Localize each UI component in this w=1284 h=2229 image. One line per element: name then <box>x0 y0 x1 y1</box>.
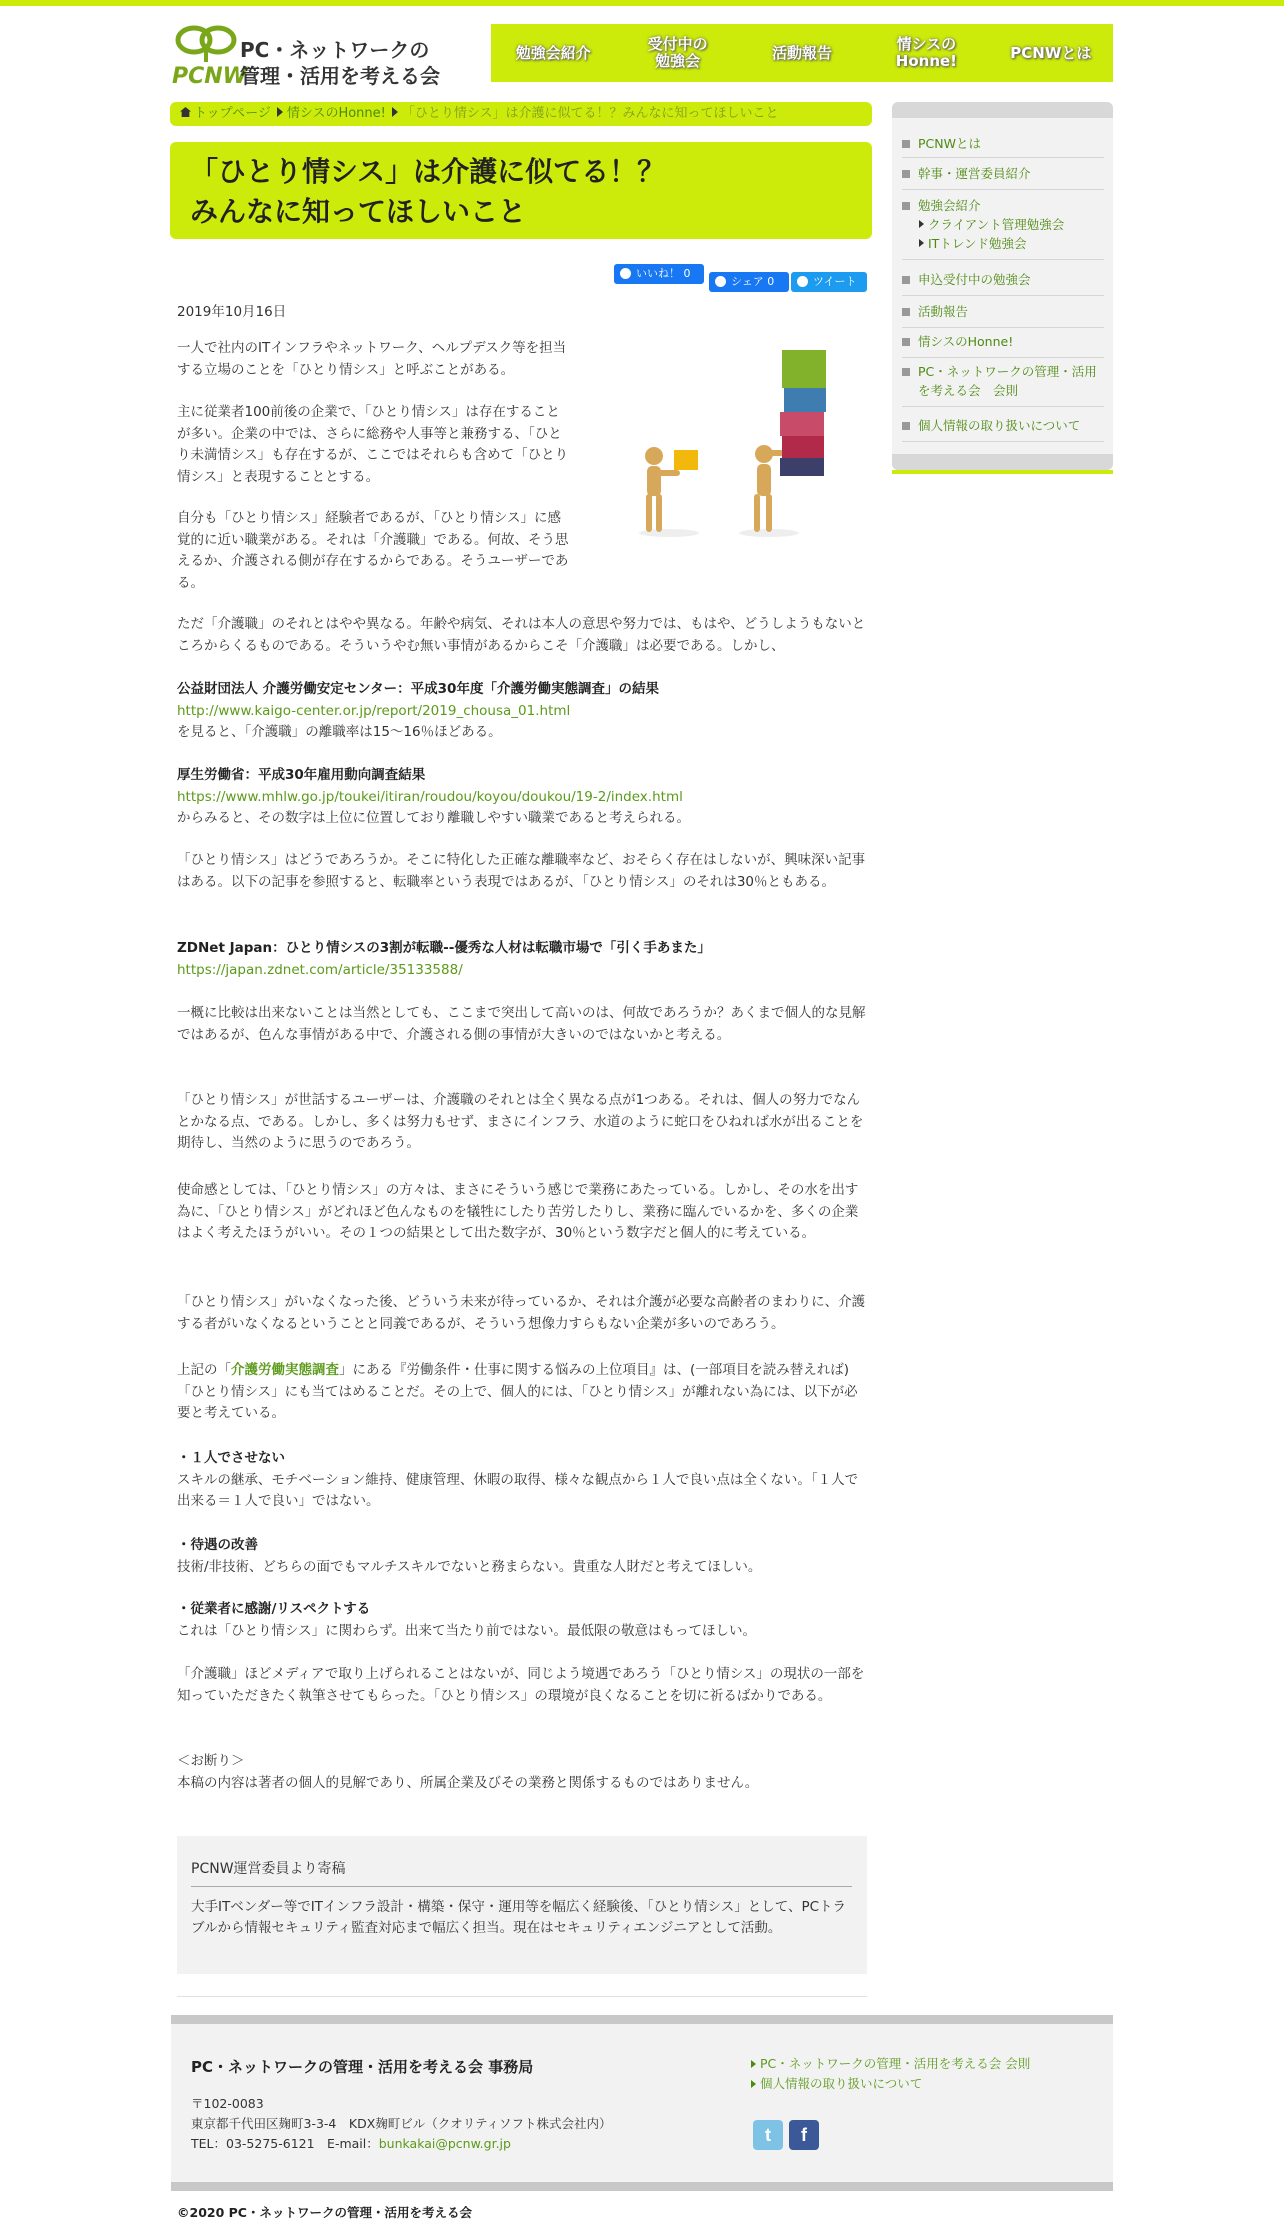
sidebar-item-open-study[interactable]: 申込受付中の勉強会 <box>902 270 1104 296</box>
footer-link-rules[interactable]: PC・ネットワークの管理・活用を考える会 会則 <box>751 2054 1030 2074</box>
home-icon <box>180 107 191 117</box>
nav-open-study[interactable]: 受付中の 勉強会 <box>647 35 708 70</box>
facebook-icon[interactable]: f <box>789 2120 819 2150</box>
like-button[interactable]: いいね！ 0 <box>614 264 704 284</box>
paragraph: 主に従業者100前後の企業で、「ひとり情シス」は存在することが多い。企業の中では、さらに総務や人事等と兼務する、「ひとり未満情シス」も存在するが、ここではそれらも含めて「ひとり情シス」と表現することとする。 <box>177 404 569 485</box>
nav-activity-report[interactable]: 活動報告 <box>772 43 833 62</box>
paragraph: 「ひとり情シス」はどうであろうか。そこに特化した正確な離職率など、おそらく存在はしないが、興味深い記事はある。以下の記事を参照すると、転職率という表現ではあるが、「ひとり情シス」のそれは30％ともある。 <box>177 852 866 890</box>
divider <box>177 1996 867 1997</box>
paragraph: 一人で社内のITインフラやネットワーク、ヘルプデスク等を担当する立場のことを「ひとり情シス」と呼ぶことがある。 <box>177 340 567 378</box>
sidebar-item-activity[interactable]: 活動報告 <box>902 302 1104 328</box>
author-box <box>177 1836 867 1974</box>
footer-org-name: PC・ネットワークの管理・活用を考える会 事務局 <box>191 2058 534 2076</box>
page-title-line-2: みんなに知ってほしいこと <box>190 195 527 228</box>
hero-image-figures-boxes <box>594 338 864 543</box>
sidebar-item-study-intro[interactable]: 勉強会紹介 クライアント管理勉強会 ITトレンド勉強会 <box>902 196 1104 260</box>
paragraph: 「ひとり情シス」がいなくなった後、どういう未来が待っているか、それは介護が必要な高齢者のまわりに、介護する者がいなくなるということと同義であるが、そういう想像力すらもない企業が多いのであろう。 <box>177 1294 866 1332</box>
bullet-icon <box>902 338 910 346</box>
nav-honne[interactable]: 情シスの Honne! <box>895 35 958 70</box>
logo-line-1: PC・ネットワークの <box>240 38 430 62</box>
nav-about[interactable]: PCNWとは <box>1010 43 1092 62</box>
reference-link[interactable]: https://www.mhlw.go.jp/toukei/itiran/roudou/koyou/doukou/19-2/index.html <box>177 788 683 805</box>
bullet-icon <box>902 170 910 178</box>
point-heading: ・待遇の改善 <box>177 1537 258 1553</box>
paragraph: ただ「介護職」のそれとはやや異なる。年齢や病気、それは本人の意思や努力では、もはや、どうしようもないところからくるものである。そういうやむ無い事情があるからこそ「介護職」は必要である。しかし、 <box>177 616 866 654</box>
sidebar-nav <box>892 102 1113 470</box>
sidebar-subitem-client[interactable]: クライアント管理勉強会 <box>918 215 1104 234</box>
point-text: 技術/非技術、どちらの面でもマルチスキルでないと務まらない。貴重な人財だと考えてほしい。 <box>177 1558 762 1575</box>
disclaimer-text: 本稿の内容は著者の個人的見解であり、所属企業及びその業務と関係するものではありません。 <box>177 1774 759 1791</box>
global-nav <box>491 24 1113 82</box>
twitter-icon[interactable]: t <box>753 2120 783 2150</box>
twitter-icon <box>797 276 808 287</box>
reference-link[interactable]: https://japan.zdnet.com/article/35133588/ <box>177 961 463 978</box>
author-heading: PCNW運営委員より寄稿 <box>191 1858 852 1887</box>
paragraph: 自分も「ひとり情シス」経験者であるが、「ひとり情シス」に感覚的に近い職業がある。それは「介護職」である。何故、そう思えるか、介護される側が存在するからである。そうユーザーである。 <box>177 510 569 591</box>
point-block <box>177 1448 867 1513</box>
footer-email-link[interactable]: bunkakai@pcnw.gr.jp <box>378 2136 511 2151</box>
bullet-icon <box>902 140 910 148</box>
top-accent-bar <box>0 0 1284 6</box>
breadcrumb-home[interactable]: トップページ <box>194 106 271 121</box>
point-block <box>177 1535 867 1578</box>
nav-study-intro[interactable]: 勉強会紹介 <box>515 43 591 62</box>
sidebar-item-rules[interactable]: PC・ネットワークの管理・活用を考える会 会則 <box>902 362 1104 407</box>
paragraph: 「介護職」ほどメディアで取り上げられることはないが、同じよう境遇であろう「ひとり情シス」の現状の一部を知っていただきたく執筆させてもらった。「ひとり情シス」の環境が良くなることを切に祈るばかりである。 <box>177 1666 865 1704</box>
post-date: 2019年10月16日 <box>177 304 287 320</box>
share-button[interactable]: シェア 0 <box>709 272 789 292</box>
footer <box>171 2015 1113 2191</box>
footer-contact: TEL：03-5275-6121 E-mail：bunkakai@pcnw.gr.jp <box>191 2136 511 2151</box>
author-text: 大手ITベンダー等でITインフラ設計・構築・保守・運用等を幅広く経験後、「ひとり情シス」として、PCトラブルから情報セキュリティ監査対応まで幅広く担当。現在はセキュリティエンジニアとして活動。 <box>191 1899 847 1936</box>
point-heading: ・従業者に感謝/リスペクトする <box>177 1601 371 1617</box>
reference-block <box>177 679 867 744</box>
facebook-icon <box>715 276 726 287</box>
bullet-icon <box>902 368 910 376</box>
breadcrumb-arrow-icon <box>392 107 398 117</box>
bullet-icon <box>902 308 910 316</box>
reference-block <box>177 938 867 981</box>
reference-text: を見ると、「介護職」の離職率は15～16％ほどある。 <box>177 724 502 740</box>
paragraph: 上記の「介護労働実態調査」にある『労働条件・仕事に関する悩みの上位項目』は、(一部項目を読み替えれば)「ひとり情シス」にも当てはめることだ。その上で、個人的には、「ひとり情シス」が離れない為には、以下が必要と考えている。 <box>177 1362 858 1421</box>
survey-link[interactable]: 介護労働実態調査 <box>231 1362 339 1378</box>
bullet-icon <box>902 422 910 430</box>
page-title <box>170 142 872 239</box>
logo-line-2: 管理・活用を考える会 <box>240 64 440 88</box>
reference-title: ZDNet Japan：ひとり情シスの3割が転職--優秀な人材は転職市場で「引く手あまた」 <box>177 940 711 956</box>
reference-text: からみると、その数字は上位に位置しており離職しやすい職業であると考えられる。 <box>177 810 690 826</box>
arrow-icon <box>751 2060 756 2068</box>
sidebar-item-privacy[interactable]: 個人情報の取り扱いについて <box>902 416 1104 442</box>
breadcrumb-arrow-icon <box>277 107 283 117</box>
point-text: スキルの継承、モチベーション維持、健康管理、休暇の取得、様々な観点から１人で良い点は全くない。「１人で出来る＝１人で良い」ではない。 <box>177 1471 859 1509</box>
footer-zip: 〒102-0083 <box>191 2096 264 2111</box>
reference-title: 公益財団法人 介護労働安定センター：平成30年度「介護労働実態調査」の結果 <box>177 681 659 697</box>
sidebar-item-members[interactable]: 幹事・運営委員紹介 <box>902 164 1104 190</box>
paragraph: 使命感としては、「ひとり情シス」の方々は、まさにそういう感じで業務にあたっている。しかし、その水を出す為に、「ひとり情シス」がどれほど色んなものを犠牲にしたり苦労したりし、業務に臨んでいるかを、多くの企業はよく考えたほうがいい。その１つの結果として出た数字が、30％という数字だと個人的に考えている。 <box>177 1182 859 1241</box>
paragraph: 一概に比較は出来ないことは当然としても、ここまで突出して高いのは、何故であろうか？あくまで個人的な見解ではあるが、色んな事情がある中で、介護される側の事情が大きいのではないかと考える。 <box>177 1005 866 1043</box>
arrow-icon <box>751 2080 756 2088</box>
point-text: これは「ひとり情シス」に関わらず。出来て当たり前ではない。最低限の敬意はもってほしい。 <box>177 1622 757 1639</box>
footer-street: 東京都千代田区麹町3-3-4 KDX麹町ビル（クオリティソフト株式会社内） <box>191 2116 612 2131</box>
breadcrumb-section[interactable]: 情シスのHonne! <box>286 106 386 121</box>
sidebar-item-about[interactable]: PCNWとは <box>902 134 1104 158</box>
breadcrumb <box>170 102 872 126</box>
thumbs-up-icon <box>620 268 631 279</box>
arrow-icon <box>919 239 924 247</box>
site-logo[interactable] <box>170 24 440 88</box>
point-block <box>177 1599 867 1642</box>
sidebar-subitem-it-trend[interactable]: ITトレンド勉強会 <box>918 234 1104 253</box>
footer-link-privacy[interactable]: 個人情報の取り扱いについて <box>751 2074 1030 2094</box>
reference-title: 厚生労働省：平成30年雇用動向調査結果 <box>177 767 426 783</box>
reference-link[interactable]: http://www.kaigo-center.or.jp/report/2019_chousa_01.html <box>177 702 571 719</box>
leaf-logo-icon <box>174 24 238 64</box>
point-heading: ・１人でさせない <box>177 1450 285 1466</box>
bullet-icon <box>902 276 910 284</box>
reference-block <box>177 765 867 830</box>
logo-pcnw-text: PCNW <box>172 64 247 89</box>
copyright: ©2020 PC・ネットワークの管理・活用を考える会 <box>177 2205 472 2220</box>
breadcrumb-current: 「ひとり情シス」は介護に似てる！？みんなに知ってほしいこと <box>401 106 779 121</box>
bullet-icon <box>902 202 910 210</box>
tweet-button[interactable]: ツイート <box>791 272 867 292</box>
page-title-line-1: 「ひとり情シス」は介護に似てる！？ <box>190 155 666 188</box>
footer-address <box>191 2094 612 2154</box>
disclaimer <box>177 1751 867 1794</box>
arrow-icon <box>919 220 924 228</box>
paragraph: 「ひとり情シス」が世話するユーザーは、介護職のそれとは全く異なる点が1つある。それは、個人の努力でなんとかなる点、である。しかし、多くは努力もせず、まさにインフラ、水道のように蛇口をひねれば水が出ることを期待し、当然のように思うのであろう。 <box>177 1092 864 1151</box>
footer-links <box>751 2054 1030 2094</box>
disclaimer-heading: ＜お断り＞ <box>177 1753 245 1769</box>
sidebar-item-honne[interactable]: 情シスのHonne! <box>902 332 1104 358</box>
